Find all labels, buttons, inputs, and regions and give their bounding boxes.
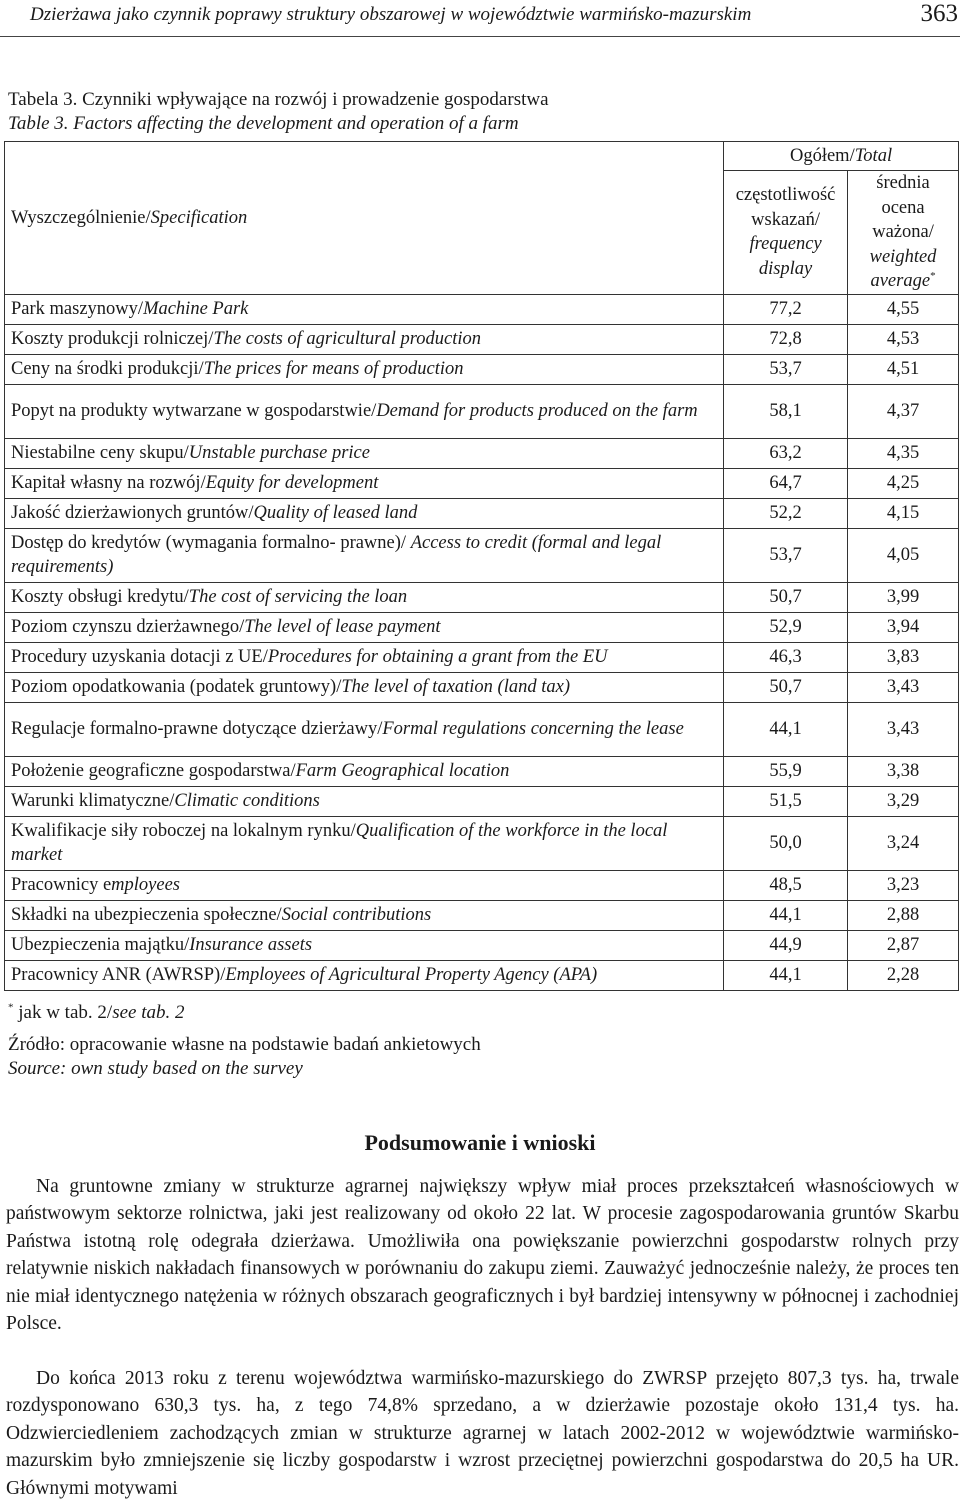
table-caption-en: Table 3. Factors affecting the development and operation of a farm: [8, 113, 519, 134]
table-row: Popyt na produkty wytwarzane w gospodarstwie/Demand for products produced on the farm 58,1 4,37: [5, 384, 959, 438]
body-paragraph: Do końca 2013 roku z terenu województwa warmińsko-mazurskiego do ZWRSP przejęto 807,3 tys. ha, trwale rozdysponowano 630,3 tys. ha, z tego 74,8% sprzedano, a w dzierżawie pozostaje około 131,4 tys. ha. Odzwierciedleniem zachodzących zmian w strukturze agrarnej w latach 2002-2012 w województwie warmińsko-mazurskim było zmniejszenie się liczby gospodarstw i wzrost przeciętnej powierzchni gospodarstwa do 20,5 ha UR. Głównymi motywami: [6, 1368, 959, 1499]
spec-header: Wyszczególnienie/Specification: [5, 142, 724, 295]
table-row: Poziom opodatkowania (podatek gruntowy)/The level of taxation (land tax) 50,7 3,43: [5, 672, 959, 702]
body-paragraph: Na gruntowne zmiany w strukturze agrarnej największy wpływ miał proces przekształceń własnościowych w państwowym sektorze rolnictwa, jaki jest realizowany od około 22 lat. W procesie zagospodarowania gruntów Skarbu Państwa istotną rolę odegrała dzierżawa. Umożliwiła ona powiększanie powierzchni gospodarstw rolnych przy relatywnie niskich nakładach finansowych w porównaniu do zakupu ziemi. Zauważyć jednocześnie należy, że proces ten nie miał identycznego natężenia w różnych obszarach geograficznych i był bardziej intensywny w północnej i zachodniej Polsce.: [6, 1176, 959, 1335]
table-row: Ceny na środki produkcji/The prices for means of production 53,7 4,51: [5, 354, 959, 384]
table-row: Jakość dzierżawionych gruntów/Quality of leased land 52,2 4,15: [5, 498, 959, 528]
table-row: Warunki klimatyczne/Climatic conditions 51,5 3,29: [5, 786, 959, 816]
frequency-header: częstotliwość wskazań/ frequency display: [724, 171, 848, 295]
source-note-pl: Źródło: opracowanie własne na podstawie badań ankietowych: [8, 1034, 481, 1055]
table-row: Kapitał własny na rozwój/Equity for development 64,7 4,25: [5, 468, 959, 498]
table-row: Kwalifikacje siły roboczej na lokalnym rynku/Qualification of the workforce in the local market 50,0 3,24: [5, 816, 959, 870]
table-row: Dostęp do kredytów (wymagania formalno- prawne)/ Access to credit (formal and legal requirements) 53,7 4,05: [5, 528, 959, 582]
section-heading: Podsumowanie i wnioski: [364, 1130, 596, 1155]
table-row: Koszty produkcji rolniczej/The costs of agricultural production 72,8 4,53: [5, 324, 959, 354]
table-row: Park maszynowy/Machine Park 77,2 4,55: [5, 294, 959, 324]
table-footnote: * jak w tab. 2/see tab. 2: [8, 1001, 185, 1023]
table-row: Niestabilne ceny skupu/Unstable purchase price 63,2 4,35: [5, 438, 959, 468]
table-row: Pracownicy ANR (AWRSP)/Employees of Agricultural Property Agency (APA) 44,1 2,28: [5, 960, 959, 990]
table-caption-pl: Tabela 3. Czynniki wpływające na rozwój i prowadzenie gospodarstwa: [8, 89, 549, 110]
table-row: Pracownicy employees 48,5 3,23: [5, 870, 959, 900]
table-row: Położenie geograficzne gospodarstwa/Farm Geographical location 55,9 3,38: [5, 756, 959, 786]
table-row: Koszty obsługi kredytu/The cost of servicing the loan 50,7 3,99: [5, 582, 959, 612]
table-row: Ubezpieczenia majątku/Insurance assets 44,9 2,87: [5, 930, 959, 960]
total-header: Ogółem/Total: [724, 142, 959, 171]
table-row: Procedury uzyskania dotacji z UE/Procedures for obtaining a grant from the EU 46,3 3,83: [5, 642, 959, 672]
table-row: Regulacje formalno-prawne dotyczące dzierżawy/Formal regulations concerning the lease 44,1 3,43: [5, 702, 959, 756]
running-header: [0, 0, 960, 37]
source-note-en: Source: own study based on the survey: [8, 1058, 303, 1079]
table-row: Składki na ubezpieczenia społeczne/Social contributions 44,1 2,88: [5, 900, 959, 930]
factors-table: [4, 141, 959, 991]
running-title: Dzierżawa jako czynnik poprawy struktury obszarowej w województwie warmińsko-mazurskim: [30, 4, 752, 25]
page-number: 363: [920, 0, 958, 27]
table-row: Poziom czynszu dzierżawnego/The level of lease payment 52,9 3,94: [5, 612, 959, 642]
weighted-average-header: średnia ocena ważona/ weighted average*: [848, 171, 959, 295]
